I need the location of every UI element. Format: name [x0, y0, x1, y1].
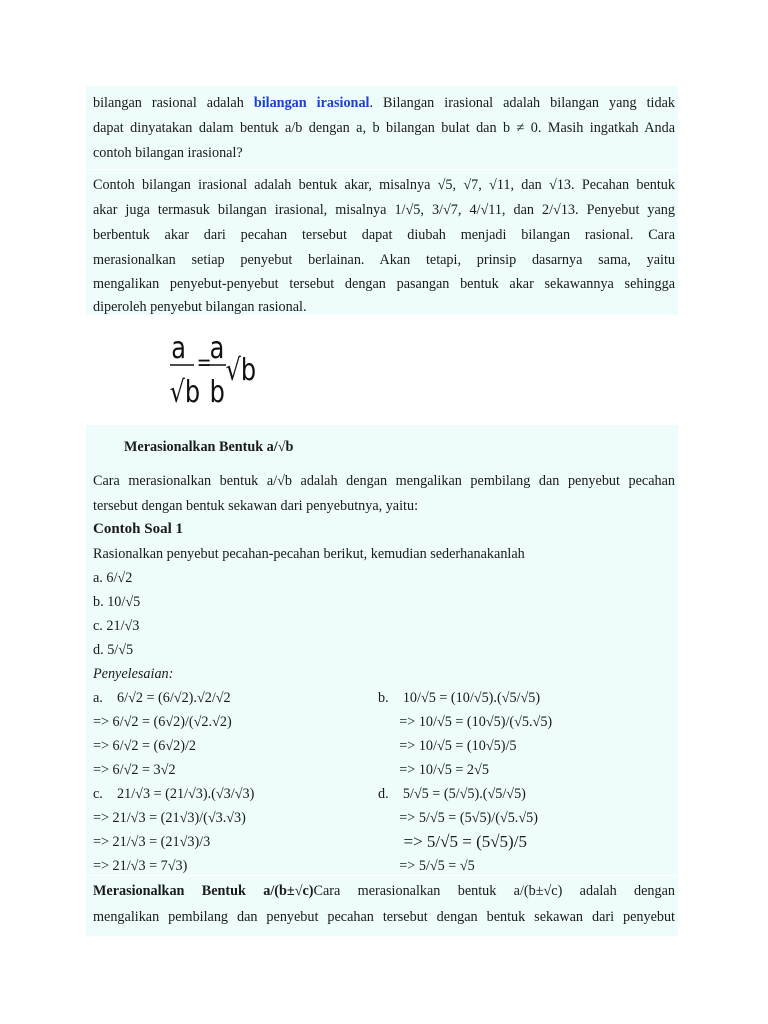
para2-line-6: diperoleh penyebut bilangan rasional. — [93, 299, 307, 315]
intro-text: . Bilangan irasional adalah bilangan yang tidak — [369, 95, 675, 111]
section2-line-2: mengalikan pembilang dan penyebut pecahan tersebut dengan bentuk sekawan dari penyebut — [93, 909, 675, 925]
solution-step-left: c. 21/√3 = (21/√3).(√3/√3) — [93, 786, 255, 802]
section2-text: Cara merasionalkan bentuk a/(b±√c) adalah dengan — [313, 883, 676, 899]
section2-heading: Merasionalkan Bentuk a/(b±√c) — [93, 883, 314, 899]
para2-line-1: Contoh bilangan irasional adalah bentuk akar, misalnya √5, √7, √11, dan √13. Pecahan bentuk — [93, 177, 675, 193]
formula-denominator-root-b: √b — [169, 375, 201, 410]
formula-numerator-a-2: a — [209, 331, 225, 366]
para2-line-4: merasionalkan setiap penyebut berlainan. Akan tetapi, prinsip dasarnya sama, yaitu — [93, 252, 675, 268]
solution-step-left: => 6/√2 = 3√2 — [93, 762, 176, 778]
solution-step-right: => 5/√5 = (5√5)/5 — [378, 832, 527, 851]
intro-line-2: dapat dinyatakan dalam bentuk a/b dengan a, b bilangan bulat dan b ≠ 0. Masih ingatkah Anda — [93, 120, 675, 136]
intro-text: bilangan rasional adalah — [93, 95, 254, 111]
solution-step-left: => 21/√3 = (21√3)/(√3.√3) — [93, 810, 246, 826]
section1-desc-line-1: Cara merasionalkan bentuk a/√b adalah dengan mengalikan pembilang dan penyebut pecahan — [93, 473, 675, 489]
solution-step-right: => 5/√5 = √5 — [378, 858, 475, 874]
solution-step-right: d. 5/√5 = (5/√5).(√5/√5) — [378, 786, 526, 802]
example-title: Contoh Soal 1 — [93, 521, 184, 537]
solution-step-right: => 10/√5 = 2√5 — [378, 762, 489, 778]
irrational-number-link[interactable]: bilangan irasional — [253, 95, 370, 111]
formula-denominator-b: b — [209, 375, 225, 410]
section2-line-1 — [93, 878, 675, 904]
formula-root-b: √b — [225, 353, 257, 388]
example-item-d: d. 5/√5 — [93, 642, 134, 658]
example-item-c: c. 21/√3 — [93, 618, 140, 634]
para2-line-2: akar juga termasuk bilangan irasional, misalnya 1/√5, 3/√7, 4/√11, dan 2/√13. Penyebut yang — [93, 202, 675, 218]
example-item-a: a. 6/√2 — [93, 570, 133, 586]
solution-step-right: => 10/√5 = (10√5)/(√5.√5) — [378, 714, 553, 730]
solution-label: Penyelesaian: — [93, 666, 174, 682]
formula-equals: = — [196, 350, 212, 376]
solution-step-right: => 5/√5 = (5√5)/(√5.√5) — [378, 810, 538, 826]
solution-step-left: => 6/√2 = (6√2)/2 — [93, 738, 197, 754]
example-instruction: Rasionalkan penyebut pecahan-pecahan berikut, kemudian sederhanakanlah — [93, 546, 525, 562]
example-item-b: b. 10/√5 — [93, 594, 141, 610]
solution-step-right: b. 10/√5 = (10/√5).(√5/√5) — [378, 690, 541, 706]
para2-line-3: berbentuk akar dari pecahan tersebut dapat diubah menjadi bilangan rasional. Cara — [93, 227, 675, 243]
solution-step-left: => 21/√3 = (21√3)/3 — [93, 834, 211, 850]
solution-step-left: a. 6/√2 = (6/√2).√2/√2 — [93, 690, 231, 706]
section1-desc-line-2: tersebut dengan bentuk sekawan dari penyebutnya, yaitu: — [93, 498, 419, 514]
solution-step-left: => 6/√2 = (6√2)/(√2.√2) — [93, 714, 232, 730]
para2-line-5: mengalikan penyebut-penyebut tersebut dengan pasangan bentuk akar sekawannya sehingga — [93, 276, 675, 292]
solution-step-left: => 21/√3 = 7√3) — [93, 858, 188, 874]
intro-line-1 — [93, 90, 675, 116]
formula-numerator-a: a — [171, 331, 186, 366]
intro-line-3: contoh bilangan irasional? — [93, 145, 243, 161]
solution-step-right: => 10/√5 = (10√5)/5 — [378, 738, 517, 754]
rationalize-formula-image — [168, 330, 258, 410]
section1-heading: Merasionalkan Bentuk a/√b — [124, 439, 294, 455]
